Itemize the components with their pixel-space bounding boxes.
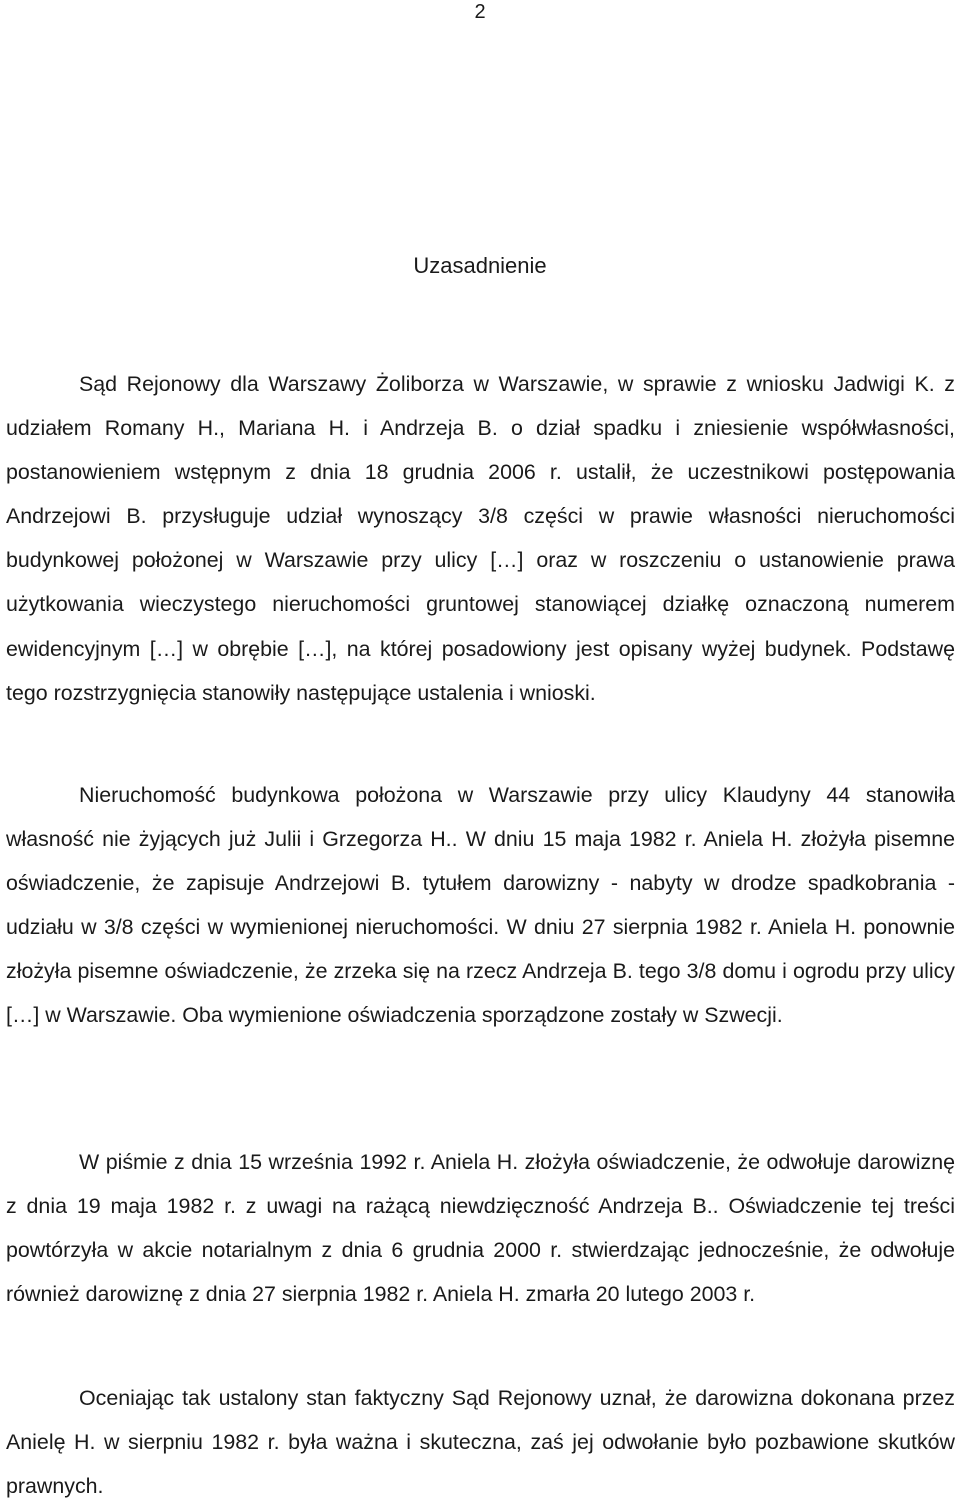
paragraph-3: W piśmie z dnia 15 września 1992 r. Aniela H. złożyła oświadczenie, że odwołuje darowiznę z dnia 19 maja 1982 r. z uwagi na rażącą niewdzięczność Andrzeja B.. Oświadczenie tej treści powtórzyła w akcie notarialnym z dnia 6 grudnia 2000 r. stwierdzając jednocześnie, że odwołuje również darowiznę z dnia 27 sierpnia 1982 r. Aniela H. zmarła 20 lutego 2003 r.	[6, 1150, 955, 1307]
paragraph-4: Oceniając tak ustalony stan faktyczny Sąd Rejonowy uznał, że darowizna dokonana przez Anielę H. w sierpniu 1982 r. była ważna i skuteczna, zaś jej odwołanie było pozbawione skutków prawnych.	[6, 1386, 955, 1499]
page-number: 2	[474, 1, 486, 23]
paragraph-1: Sąd Rejonowy dla Warszawy Żoliborza w Warszawie, w sprawie z wniosku Jadwigi K. z udziałem Romany H., Mariana H. i Andrzeja B. o dział spadku i zniesienie współwłasności, postanowieniem wstępnym z dnia 18 grudnia 2006 r. ustalił, że uczestnikowi postępowania Andrzejowi B. przysługuje udział wynoszący 3/8 części w prawie własności nieruchomości budynkowej położonej w Warszawie przy ulicy […] oraz w roszczeniu o ustanowienie prawa użytkowania wieczystego nieruchomości gruntowej stanowiącej działkę oznaczoną numerem ewidencyjnym […] w obrębie […], na której posadowiony jest opisany wyżej budynek. Podstawę tego rozstrzygnięcia stanowiły następujące ustalenia i wnioski.	[6, 372, 955, 705]
paragraph-2: Nieruchomość budynkowa położona w Warszawie przy ulicy Klaudyny 44 stanowiła własność nie żyjących już Julii i Grzegorza H.. W dniu 15 maja 1982 r. Aniela H. złożyła pisemne oświadczenie, że zapisuje Andrzejowi B. tytułem darowizny - nabyty w drodze spadkobrania - udziału w 3/8 części w wymienionej nieruchomości. W dniu 27 sierpnia 1982 r. Aniela H. ponownie złożyła pisemne oświadczenie, że zrzeka się na rzecz Andrzeja B. tego 3/8 domu i ogrodu przy ulicy […] w Warszawie. Oba wymienione oświadczenia sporządzone zostały w Szwecji.	[6, 783, 955, 1028]
document-heading: Uzasadnienie	[413, 253, 547, 278]
